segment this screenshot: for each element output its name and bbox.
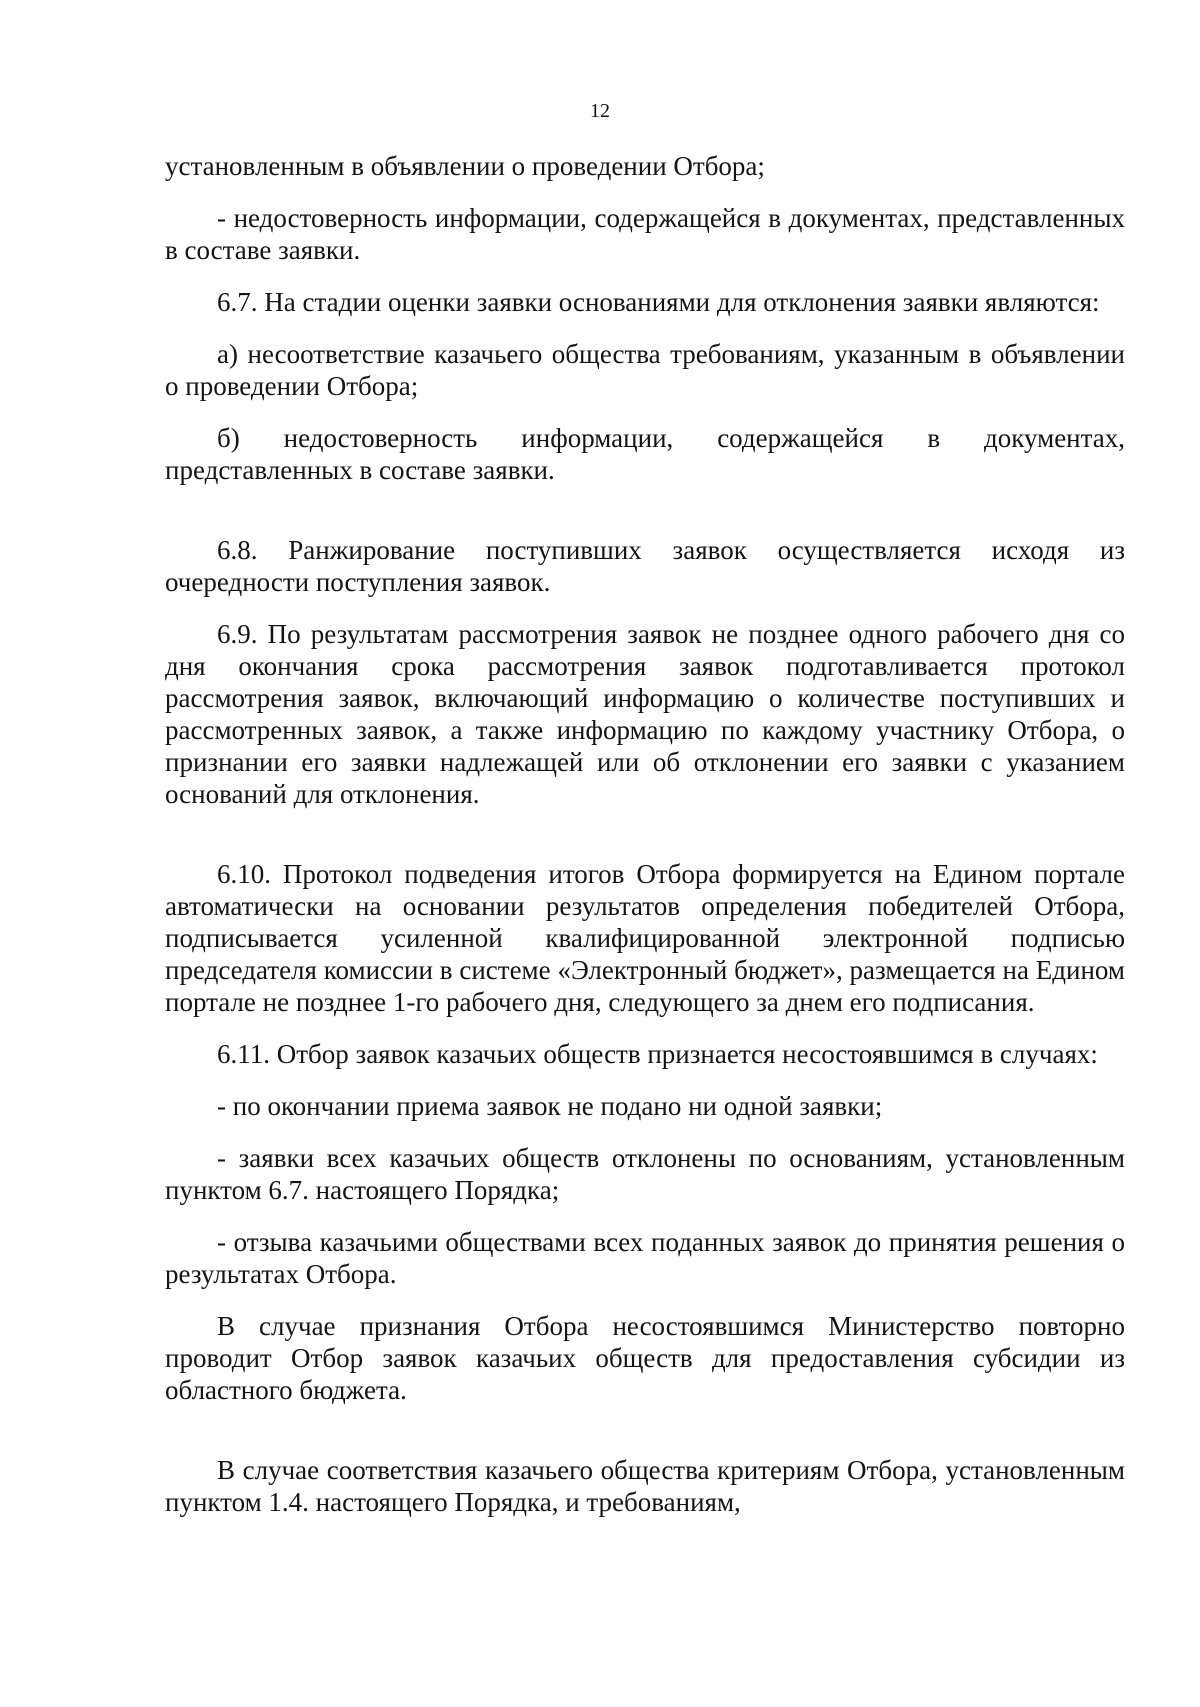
paragraph-6-11: 6.11. Отбор заявок казачьих обществ признается несостоявшимся в случаях: xyxy=(217,1039,1098,1069)
document-body xyxy=(165,150,1125,1518)
page-number: 12 xyxy=(590,100,610,122)
list-item-unreliable-info: - недостоверность информации, содержащейся в документах, представленных в составе заявки. xyxy=(165,203,1125,265)
paragraph-6-9: 6.9. По результатам рассмотрения заявок не позднее одного рабочего дня со дня окончания срока рассмотрения заявок подготавливается протокол рассмотрения заявок, включающий информацию о количестве поступивших и рассмотренных заявок, а также информацию по каждому участнику Отбора, о признании его заявки надлежащей или об отклонении его заявки с указанием оснований для отклонения. xyxy=(165,619,1125,809)
paragraph-continuation: установленным в объявлении о проведении Отбора; xyxy=(165,151,765,181)
list-item-a: а) несоответствие казачьего общества требованиям, указанным в объявлении о проведении Отбора; xyxy=(165,339,1125,401)
paragraph-6-7: 6.7. На стадии оценки заявки основаниями для отклонения заявки являются: xyxy=(217,287,1100,317)
list-item-all-rejected: - заявки всех казачьих обществ отклонены по основаниям, установленным пунктом 6.7. настоящего Порядка; xyxy=(165,1143,1125,1205)
list-item-b: б) недостоверность информации, содержащейся в документах, представленных в составе заявки. xyxy=(165,423,1125,485)
list-item-no-applications: - по окончании приема заявок не подано ни одной заявки; xyxy=(217,1091,883,1121)
paragraph-compliance: В случае соответствия казачьего общества критериям Отбора, установленным пунктом 1.4. настоящего Порядка, и требованиям, xyxy=(165,1455,1125,1517)
paragraph-6-10: 6.10. Протокол подведения итогов Отбора формируется на Едином портале автоматически на основании результатов определения победителей Отбора, подписывается усиленной квалифицированной электронной подписью председателя комиссии в системе «Электронный бюджет», размещается на Едином портале не позднее 1-го рабочего дня, следующего за днем его подписания. xyxy=(165,859,1125,1017)
list-item-withdrawn: - отзыва казачьими обществами всех поданных заявок до принятия решения о результатах Отбора. xyxy=(165,1227,1125,1289)
paragraph-repeat-selection: В случае признания Отбора несостоявшимся Министерство повторно проводит Отбор заявок казачьих обществ для предоставления субсидии из областного бюджета. xyxy=(165,1311,1125,1405)
paragraph-6-8: 6.8. Ранжирование поступивших заявок осуществляется исходя из очередности поступления заявок. xyxy=(165,535,1125,597)
